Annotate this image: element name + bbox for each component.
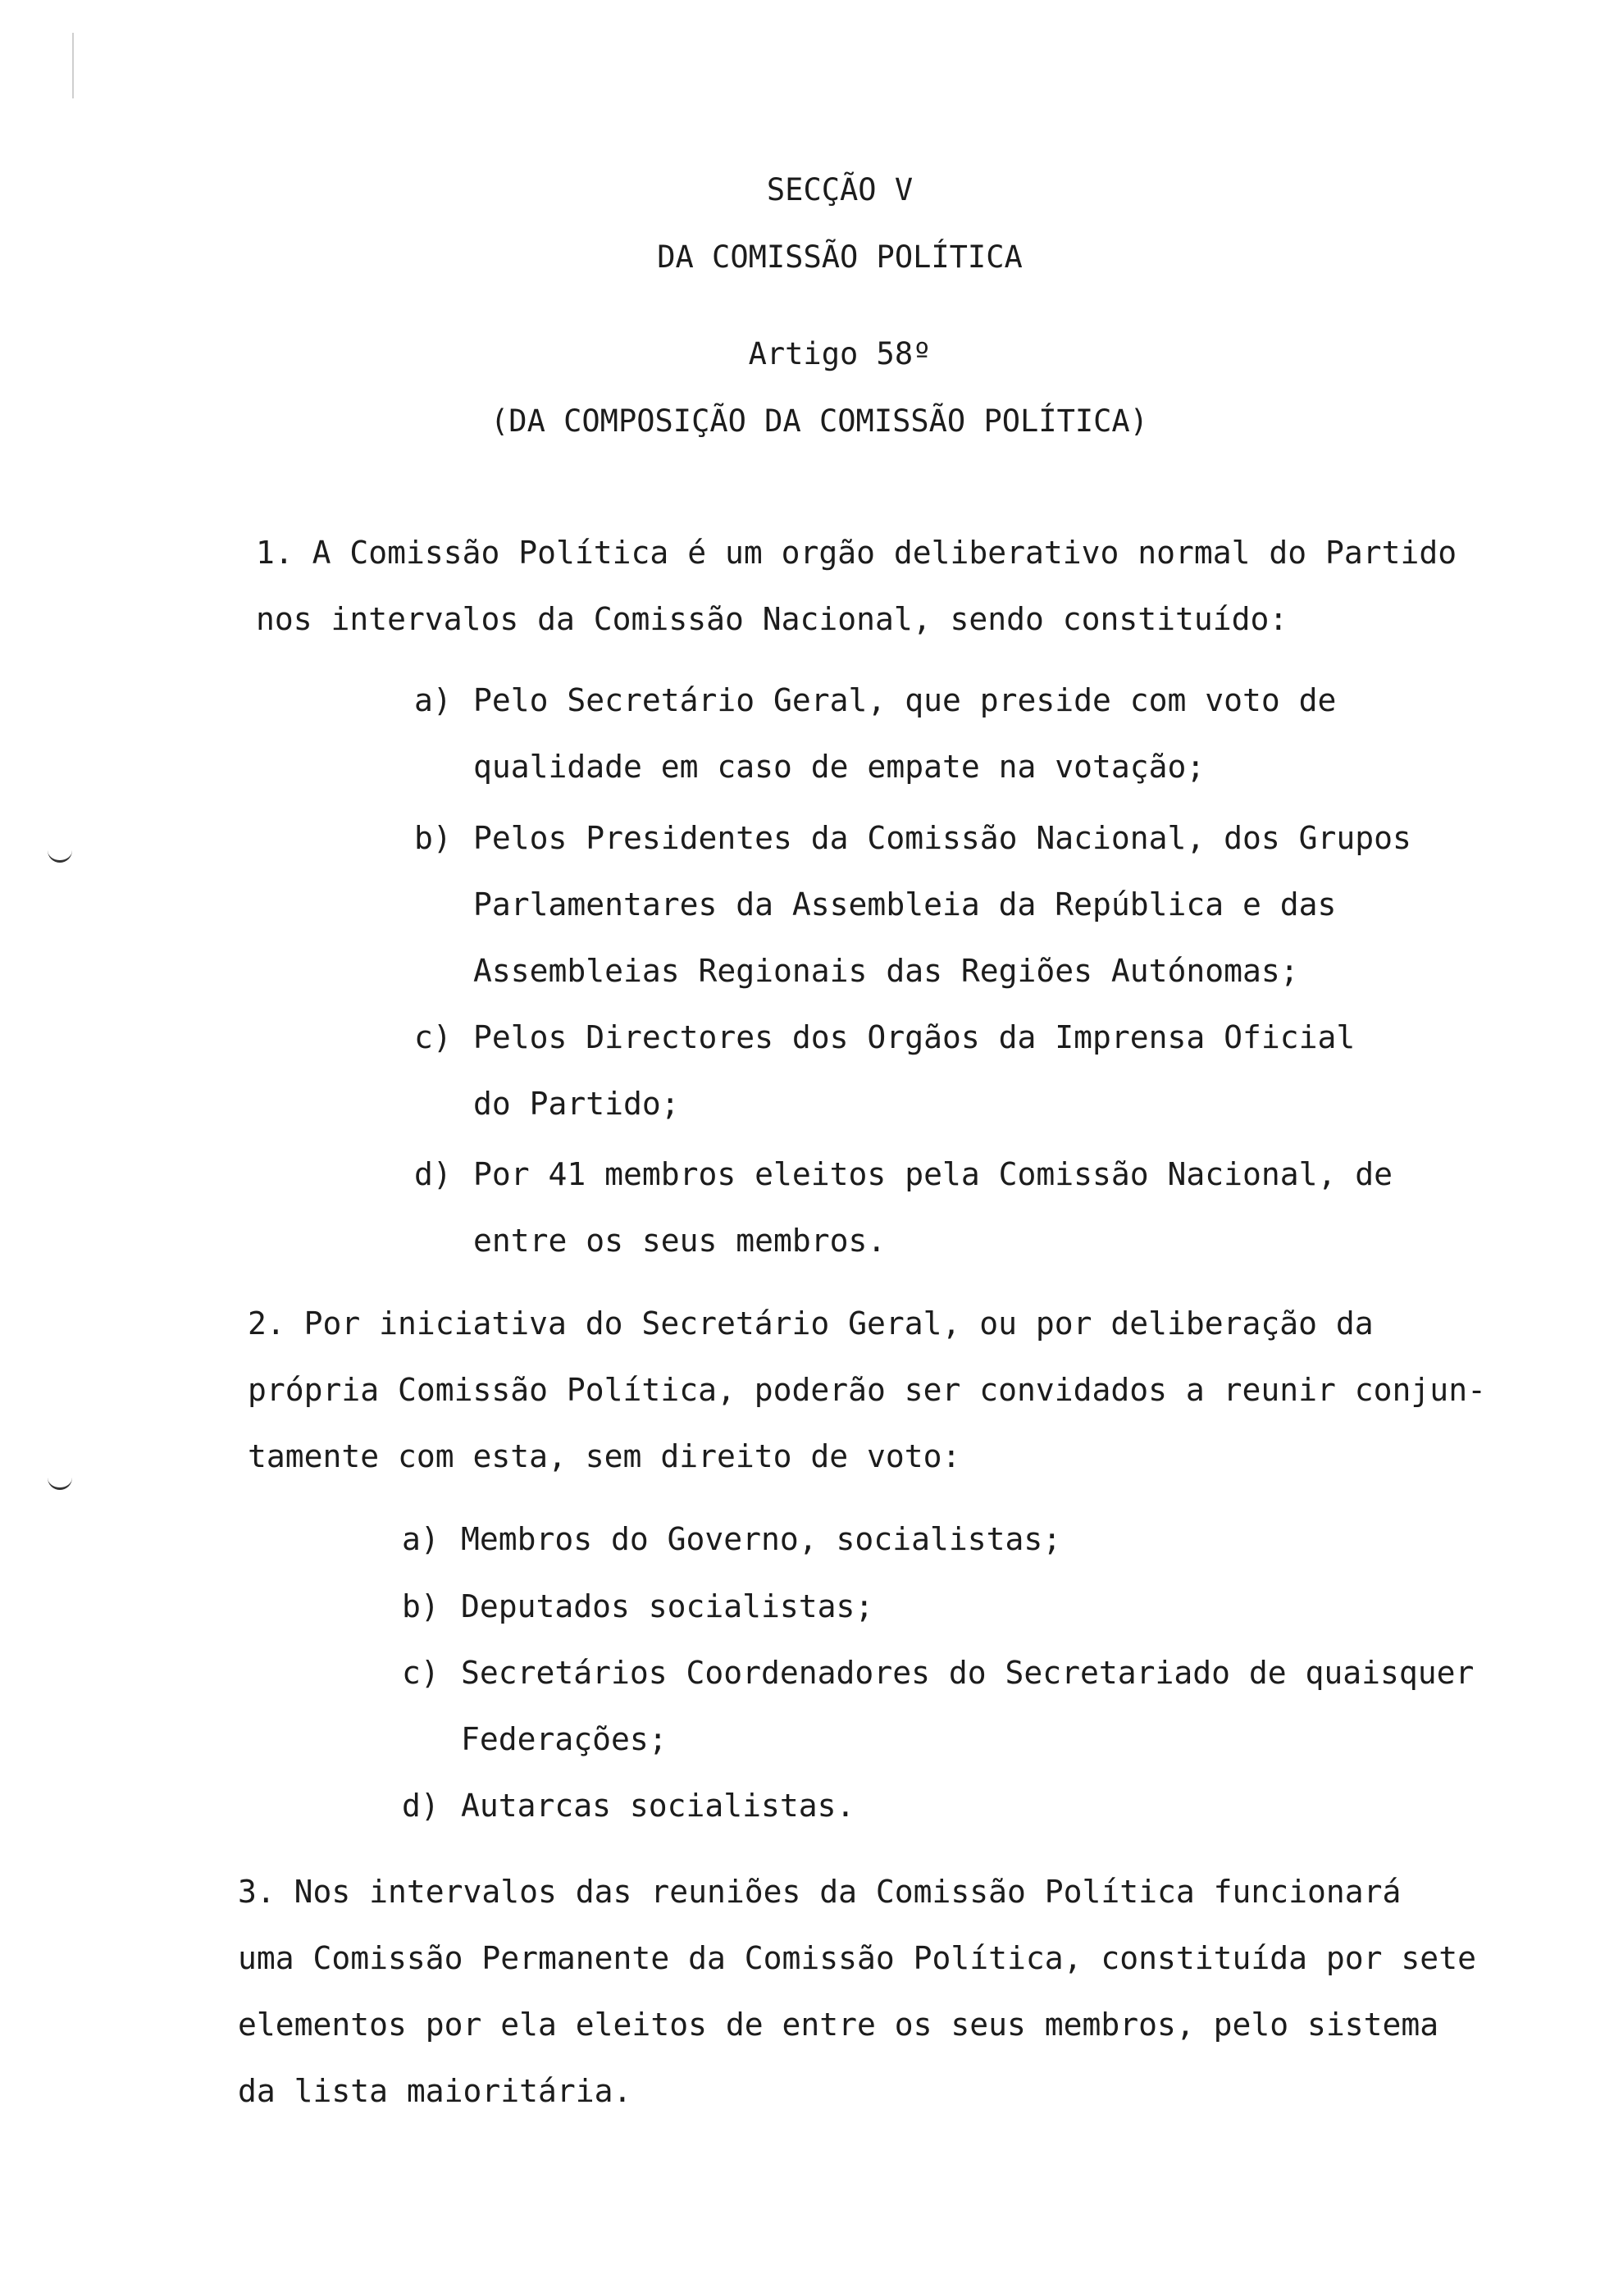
article-number: Artigo 58º (748, 336, 932, 371)
section-title: SECÇÃO V (766, 172, 914, 207)
list-item-continuation: qualidade em caso de empate na votação; (473, 749, 1206, 785)
list-item-continuation: entre os seus membros. (473, 1223, 887, 1259)
paragraph-3-line: uma Comissão Permanente da Comissão Política, constituída por sete (238, 1940, 1476, 1976)
paragraph-3-line: 3. Nos intervalos das reuniões da Comissão Política funcionará (238, 1874, 1402, 1910)
punch-hole-mark (48, 1476, 72, 1490)
list-item-continuation: Parlamentares da Assembleia da República e das (473, 886, 1337, 922)
list-marker: a) (402, 1521, 440, 1557)
list-marker: c) (414, 1019, 452, 1055)
list-marker: b) (414, 820, 452, 856)
paragraph-2-line: 2. Por iniciativa do Secretário Geral, ou por deliberação da (248, 1305, 1374, 1342)
list-item (414, 820, 1411, 856)
list-item-text: Por 41 membros eleitos pela Comissão Nacional, de (473, 1156, 1393, 1192)
list-item-text: Autarcas socialistas. (461, 1788, 855, 1824)
list-marker: d) (402, 1788, 440, 1824)
article-heading: (DA COMPOSIÇÃO DA COMISSÃO POLÍTICA) (490, 403, 1148, 439)
list-item-text: Pelos Presidentes da Comissão Nacional, dos Grupos (473, 820, 1411, 856)
paragraph-1-line: nos intervalos da Comissão Nacional, sendo constituído: (256, 601, 1288, 637)
list-item (402, 1521, 1061, 1557)
list-item-text: Secretários Coordenadores do Secretariado de quaisquer (461, 1655, 1475, 1691)
list-item (414, 1156, 1393, 1192)
paragraph-2-line: própria Comissão Política, poderão ser convidados a reunir conjun- (248, 1372, 1486, 1408)
section-subtitle: DA COMISSÃO POLÍTICA (657, 239, 1023, 275)
list-item (402, 1588, 873, 1624)
paragraph-3-line: da lista maioritária. (238, 2073, 632, 2109)
list-item-text: Pelos Directores dos Orgãos da Imprensa Oficial (473, 1019, 1356, 1055)
list-item (414, 1019, 1355, 1055)
list-item (414, 682, 1336, 718)
paragraph-3-line: elementos por ela eleitos de entre os seus membros, pelo sistema (238, 2007, 1439, 2043)
list-marker: b) (402, 1588, 440, 1624)
list-marker: d) (414, 1156, 452, 1192)
paragraph-2-line: tamente com esta, sem direito de voto: (248, 1438, 961, 1474)
list-item-text: Membros do Governo, socialistas; (461, 1521, 1062, 1557)
list-item (402, 1788, 855, 1824)
list-item-continuation: Assembleias Regionais das Regiões Autónomas; (473, 953, 1299, 989)
list-item (402, 1655, 1474, 1691)
list-item-continuation: do Partido; (473, 1086, 680, 1122)
list-item-continuation: Federações; (461, 1721, 668, 1757)
list-item-text: Pelo Secretário Geral, que preside com voto de (473, 682, 1337, 718)
list-item-text: Deputados socialistas; (461, 1588, 874, 1624)
paragraph-1-line: 1. A Comissão Política é um orgão deliberativo normal do Partido (256, 535, 1457, 571)
list-marker: c) (402, 1655, 440, 1691)
list-marker: a) (414, 682, 452, 718)
scan-edge-mark (72, 33, 74, 98)
punch-hole-mark (48, 849, 72, 863)
